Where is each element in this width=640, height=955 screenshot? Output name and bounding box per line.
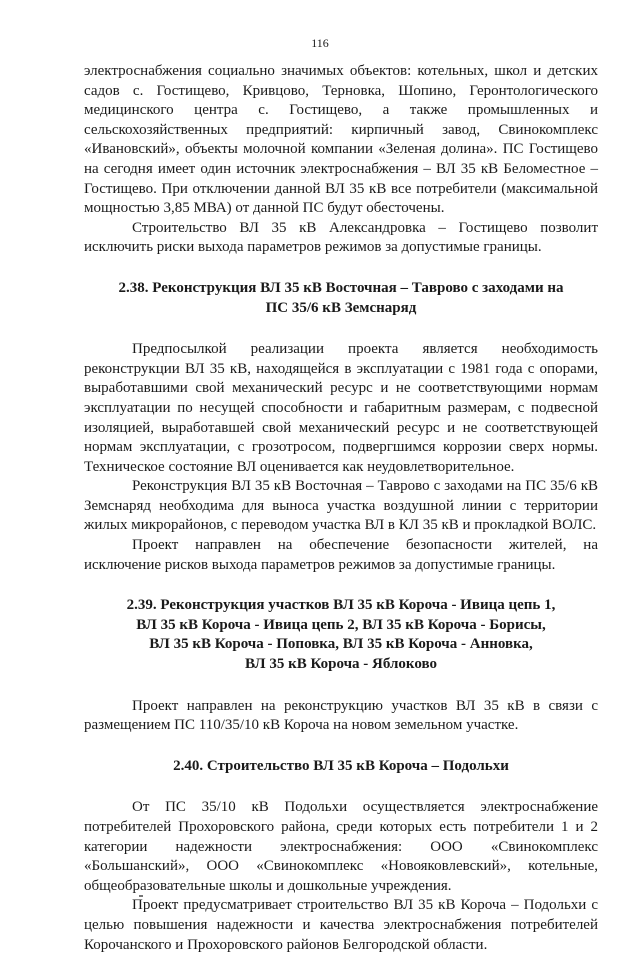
paragraph-safety: Проект направлен на обеспечение безопасности жителей, на исключение рисков выхода параметров режимов за допустимые границы.	[84, 537, 598, 573]
paragraph-prerequisite: Предпосылкой реализации проекта является необходимость реконструкции ВЛ 35 кВ, находящейся в эксплуатации с 1981 года с опорами, выработавшими свой механический ресурс и не соответствующими нормам эксплуатации по несущей способности и габаритным размерам, с подвесной изоляцией, выработавшей свой механический ресурс и не соответствующей нормам эксплуатации, с грозотросом, подвергшимся коррозии сверх нормы. Техническое состояние ВЛ оценивается как неудовлетворительное.	[84, 341, 598, 475]
paragraph-podolkhi-project: Проект предусматривает строительство ВЛ 35 кВ Короча – Подольхи с целью повышения надежности и качества электроснабжения потребителей Корочанского и Прохоровского районов Белгородской области.	[84, 897, 598, 953]
section-heading-2-40	[84, 757, 598, 777]
heading-line: ПС 35/6 кВ Земснаряд	[265, 299, 417, 316]
paragraph-intro-continuation: электроснабжения социально значимых объектов: котельных, школ и детских садов с. Гостищево, Кривцово, Терновка, Шопино, Геронтологического медицинского центра с. Гостищево, а также промышленных и сельскохозяйственных предприятий: кирпичный завод, Свинокомплекс «Ивановский», объекты молочной компании «Зеленая долина». ПС Гостищево на сегодня имеет один источник электроснабжения – ВЛ 35 кВ Беломестное – Гостищево. При отключении данной ВЛ 35 кВ все потребители (максимальной мощностью 3,85 МВА) от данной ПС будут обесточены.	[84, 63, 598, 217]
heading-line: 2.38. Реконструкция ВЛ 35 кВ Восточная – Таврово с заходами на	[118, 279, 564, 296]
paragraph-korocha-sections: Проект направлен на реконструкцию участков ВЛ 35 кВ в связи с размещением ПС 110/35/10 кВ Короча на новом земельном участке.	[84, 697, 598, 734]
paragraph-reconstruction: Реконструкция ВЛ 35 кВ Восточная – Таврово с заходами на ПС 35/6 кВ Земснаряд необходима для выноса участка воздушной линии с территории жилых микрорайонов, с переводом участка ВЛ в КЛ 35 кВ и прокладкой ВОЛС.	[84, 478, 598, 534]
heading-line: ВЛ 35 кВ Короча - Яблоково	[245, 656, 437, 673]
section-heading-2-39	[84, 596, 598, 674]
heading-line: 2.40. Строительство ВЛ 35 кВ Короча – Подольхи	[173, 757, 509, 774]
section-heading-2-38	[84, 279, 598, 318]
scan-mark	[139, 895, 143, 897]
paragraph-podolkhi-supply: От ПС 35/10 кВ Подольхи осуществляется электроснабжение потребителей Прохоровского района, среди которых есть потребители 1 и 2 категории надежности электроснабжения: ООО «Свинокомплекс «Большанский», ООО «Свинокомплекс «Новояковлевский», котельные, общеобразовательные школы и дошкольные учреждения.	[84, 799, 598, 894]
heading-line: 2.39. Реконструкция участков ВЛ 35 кВ Короча - Ивица цепь 1,	[126, 597, 556, 614]
heading-line: ВЛ 35 кВ Короча - Ивица цепь 2, ВЛ 35 кВ Короча - Борисы,	[136, 616, 546, 633]
paragraph-aleksandrovka-line: Строительство ВЛ 35 кВ Александровка – Гостищево позволит исключить риски выхода параметров режимов за допустимые границы.	[84, 219, 598, 256]
heading-line: ВЛ 35 кВ Короча - Поповка, ВЛ 35 кВ Короча - Анновка,	[149, 636, 533, 653]
document-body	[84, 62, 598, 955]
page-number: 116	[311, 36, 329, 50]
